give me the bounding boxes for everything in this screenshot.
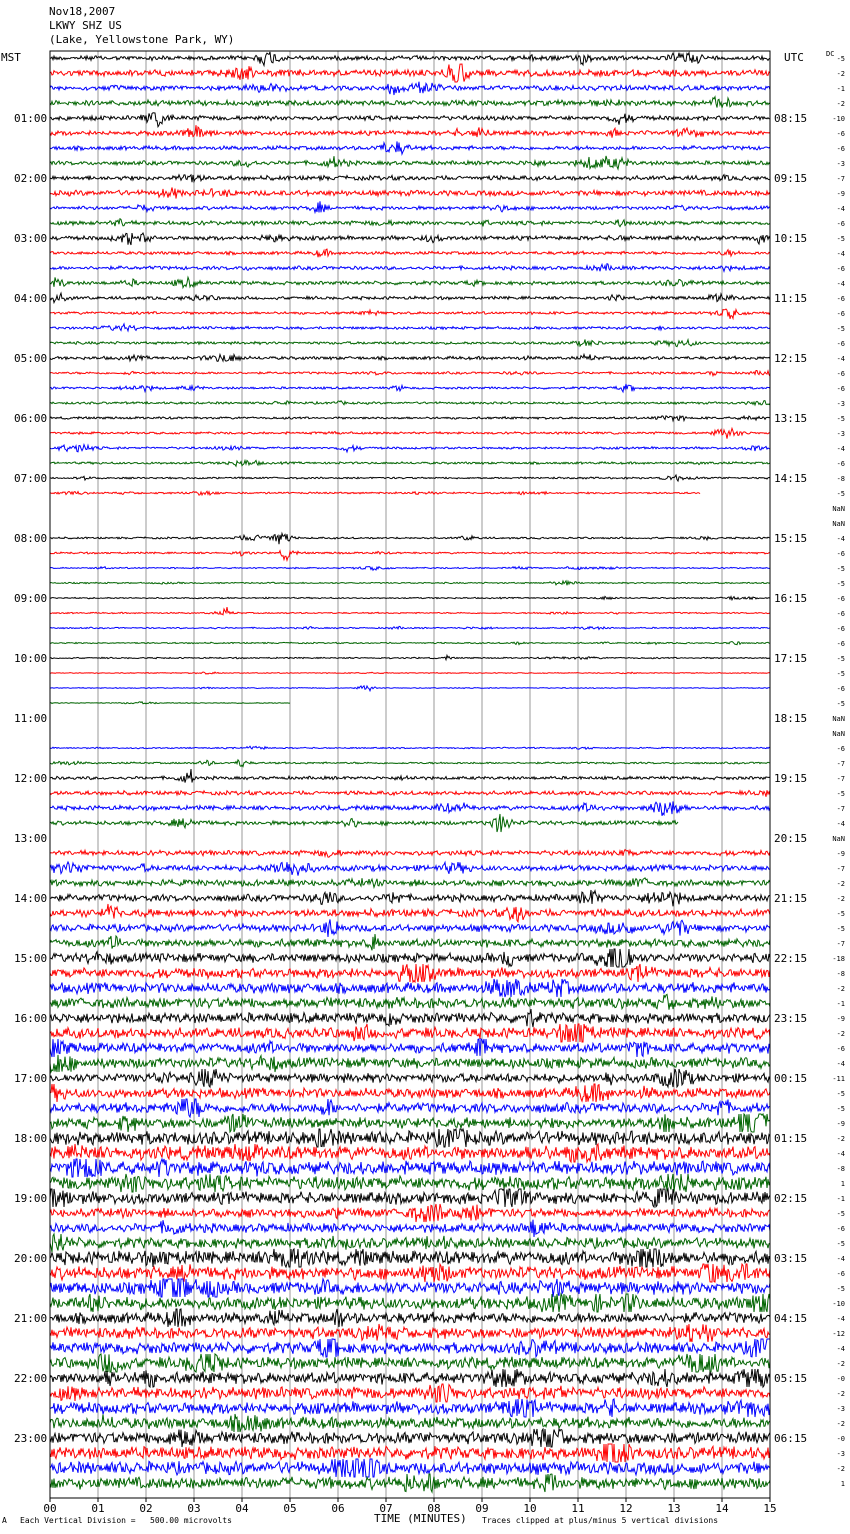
trace-row — [50, 702, 290, 704]
trace-row — [50, 293, 770, 302]
station-code: LKWY SHZ US — [49, 19, 122, 32]
row-offset: -2 — [836, 895, 845, 903]
row-offset: -6 — [836, 145, 845, 153]
clip-note: Traces clipped at plus/minus 5 vertical divisions — [482, 1516, 719, 1525]
hour-label-utc: 02:15 — [774, 1192, 808, 1205]
row-offset: -7 — [836, 775, 845, 783]
x-tick-label: 03 — [187, 1502, 201, 1515]
row-offset: -2 — [836, 1360, 845, 1368]
row-offset-labels — [832, 55, 845, 1488]
row-offset: -5 — [836, 670, 845, 678]
row-offset: -4 — [836, 1255, 845, 1263]
trace-row — [50, 1474, 770, 1492]
trace-row — [50, 1294, 770, 1312]
hour-label-mst: 13:00 — [14, 832, 48, 845]
hour-label-utc: 05:15 — [774, 1372, 808, 1385]
row-offset: -4 — [836, 205, 845, 213]
x-tick-label: 14 — [715, 1502, 729, 1515]
row-offset: -5 — [836, 1105, 845, 1113]
x-tick-label: 11 — [571, 1502, 585, 1515]
row-offset: -4 — [836, 1150, 845, 1158]
trace-row — [50, 642, 770, 645]
trace-row — [50, 581, 770, 585]
footer-mark: A — [2, 1516, 7, 1525]
trace-row — [50, 1099, 770, 1117]
row-offset: -6 — [836, 1045, 845, 1053]
x-tick-label: 00 — [43, 1502, 57, 1515]
trace-row — [50, 428, 770, 438]
trace-row — [50, 1444, 770, 1462]
row-offset: -10 — [832, 1300, 845, 1308]
row-offset: -6 — [836, 340, 845, 348]
row-offset: -5 — [836, 490, 845, 498]
hour-label-utc: 00:15 — [774, 1072, 808, 1085]
x-tick-label: 07 — [379, 1502, 393, 1515]
trace-row — [50, 188, 770, 199]
plot-date: Nov18,2007 — [49, 5, 116, 18]
hour-label-utc: 13:15 — [774, 412, 808, 425]
trace-row — [50, 1220, 770, 1237]
trace-row — [50, 1174, 770, 1192]
trace-row — [50, 1069, 770, 1087]
row-offset: NaN — [832, 715, 845, 723]
row-offset: -8 — [836, 475, 845, 483]
trace-row — [50, 1459, 770, 1477]
hour-label-utc: 08:15 — [774, 112, 808, 125]
row-offset: -5 — [836, 1240, 845, 1248]
row-offset: -2 — [836, 70, 845, 78]
hour-label-utc: 23:15 — [774, 1012, 808, 1025]
row-offset: -2 — [836, 880, 845, 888]
hour-label-utc: 20:15 — [774, 832, 808, 845]
row-offset: -6 — [836, 625, 845, 633]
x-tick-label: 12 — [619, 1502, 633, 1515]
hour-label-mst: 01:00 — [14, 112, 48, 125]
station-location: (Lake, Yellowstone Park, WY) — [49, 33, 235, 46]
row-offset: -7 — [836, 805, 845, 813]
row-offset: -4 — [836, 1060, 845, 1068]
hour-label-utc: 21:15 — [774, 892, 808, 905]
trace-row — [50, 1114, 770, 1132]
x-tick-label: 04 — [235, 1502, 249, 1515]
row-offset: -6 — [836, 685, 845, 693]
row-offset: -1 — [836, 85, 845, 93]
row-offset: -5 — [836, 1210, 845, 1218]
trace-row — [50, 355, 770, 362]
x-tick-label: 01 — [91, 1502, 105, 1515]
hour-label-mst: 18:00 — [14, 1132, 48, 1145]
row-offset: -9 — [836, 1015, 845, 1023]
row-offset: -2 — [836, 1030, 845, 1038]
left-timezone-label: MST — [1, 51, 21, 64]
trace-row — [50, 277, 770, 287]
vertical-scale-note: Each Vertical Division = 500.00 microvolts — [20, 1516, 232, 1525]
hour-label-utc: 04:15 — [774, 1312, 808, 1325]
row-offset: -8 — [836, 970, 845, 978]
trace-row — [50, 324, 770, 331]
row-offset: -6 — [836, 460, 845, 468]
hour-label-mst: 09:00 — [14, 592, 48, 605]
trace-row — [50, 416, 770, 421]
hour-label-utc: 22:15 — [774, 952, 808, 965]
row-offset: -5 — [836, 580, 845, 588]
row-offset: -6 — [836, 220, 845, 228]
row-offset: NaN — [832, 835, 845, 843]
trace-row — [50, 141, 770, 154]
trace-row — [50, 264, 770, 272]
trace-row — [50, 964, 770, 982]
hour-label-utc: 03:15 — [774, 1252, 808, 1265]
x-tick-label: 05 — [283, 1502, 297, 1515]
row-offset: -6 — [836, 745, 845, 753]
trace-row — [50, 1399, 770, 1417]
trace-row — [50, 401, 770, 405]
row-offset: -4 — [836, 445, 845, 453]
row-offset: -6 — [836, 130, 845, 138]
row-offset: -9 — [836, 1120, 845, 1128]
row-offset: -4 — [836, 1345, 845, 1353]
trace-row — [50, 672, 770, 674]
row-offset: -5 — [836, 1090, 845, 1098]
row-offset: -4 — [836, 250, 845, 258]
row-offset: -5 — [836, 565, 845, 573]
trace-row — [50, 746, 770, 749]
trace-row — [50, 371, 770, 377]
row-offset: -3 — [836, 400, 845, 408]
trace-row — [50, 219, 770, 227]
trace-row — [50, 491, 700, 495]
trace-row — [50, 460, 770, 466]
row-offset: NaN — [832, 520, 845, 528]
row-offset: -6 — [836, 265, 845, 273]
trace-row — [50, 113, 770, 127]
hour-label-mst: 12:00 — [14, 772, 48, 785]
trace-row — [50, 567, 770, 571]
trace-row — [50, 1234, 770, 1252]
trace-row — [50, 309, 770, 319]
trace-row — [50, 1189, 770, 1207]
hour-label-mst: 02:00 — [14, 172, 48, 185]
hour-label-mst: 16:00 — [14, 1012, 48, 1025]
hour-label-mst: 23:00 — [14, 1432, 48, 1445]
x-tick-label: 08 — [427, 1502, 441, 1515]
row-offset: -4 — [836, 820, 845, 828]
row-offset: -4 — [836, 355, 845, 363]
row-offset: -5 — [836, 925, 845, 933]
row-offset: -3 — [836, 1450, 845, 1458]
row-offset: -1 — [836, 1195, 845, 1203]
row-offset: -12 — [832, 1330, 845, 1338]
row-offset: -9 — [836, 190, 845, 198]
hour-label-utc: 12:15 — [774, 352, 808, 365]
row-offset: -2 — [836, 985, 845, 993]
trace-row — [50, 340, 770, 347]
row-offset: -3 — [836, 1405, 845, 1413]
trace-row — [50, 878, 770, 887]
row-offset: -5 — [836, 790, 845, 798]
row-offset: -5 — [836, 910, 845, 918]
trace-row — [50, 919, 770, 937]
x-tick-label: 10 — [523, 1502, 537, 1515]
row-offset: NaN — [832, 505, 845, 513]
trace-row — [50, 1264, 770, 1282]
row-offset: -6 — [836, 610, 845, 618]
trace-row — [50, 1429, 770, 1447]
trace-row — [50, 769, 770, 783]
row-offset: -11 — [832, 1075, 845, 1083]
hour-label-mst: 04:00 — [14, 292, 48, 305]
trace-row — [50, 686, 770, 691]
row-offset: -7 — [836, 175, 845, 183]
row-offset: -2 — [836, 1135, 845, 1143]
row-offset: -6 — [836, 550, 845, 558]
row-offset: -10 — [832, 115, 845, 123]
right-timezone-label: UTC — [784, 51, 804, 64]
hour-label-utc: 17:15 — [774, 652, 808, 665]
trace-row — [50, 1084, 770, 1102]
row-offset: -5 — [836, 55, 845, 63]
trace-row — [50, 1309, 770, 1327]
x-tick-label: 09 — [475, 1502, 489, 1515]
row-offset: -2 — [836, 1390, 845, 1398]
hour-label-utc: 16:15 — [774, 592, 808, 605]
right-hour-labels — [774, 112, 807, 1445]
x-tick-label: 06 — [331, 1502, 345, 1515]
x-tick-label: 13 — [667, 1502, 681, 1515]
trace-row — [50, 1055, 770, 1072]
hour-label-utc: 06:15 — [774, 1432, 808, 1445]
row-offset: -6 — [836, 310, 845, 318]
hour-label-mst: 21:00 — [14, 1312, 48, 1325]
trace-row — [50, 1354, 770, 1372]
trace-row — [50, 1324, 770, 1342]
trace-row — [50, 1009, 770, 1027]
row-offset: -7 — [836, 865, 845, 873]
row-offset: -2 — [836, 100, 845, 108]
row-offset: -5 — [836, 415, 845, 423]
trace-row — [50, 64, 770, 82]
row-offset: -6 — [836, 385, 845, 393]
trace-row — [50, 850, 770, 858]
trace-row — [50, 596, 770, 599]
hour-label-mst: 05:00 — [14, 352, 48, 365]
trace-row — [50, 201, 770, 212]
row-offset: -6 — [836, 640, 845, 648]
hour-label-mst: 14:00 — [14, 892, 48, 905]
row-offset: -5 — [836, 655, 845, 663]
trace-row — [50, 249, 770, 257]
hour-label-utc: 01:15 — [774, 1132, 808, 1145]
trace-row — [50, 760, 770, 767]
trace-row — [50, 1279, 770, 1297]
hour-label-mst: 10:00 — [14, 652, 48, 665]
row-offset: -4 — [836, 1315, 845, 1323]
row-offset: -7 — [836, 940, 845, 948]
hour-label-mst: 22:00 — [14, 1372, 48, 1385]
row-offset: -6 — [836, 1270, 845, 1278]
trace-row — [50, 1204, 770, 1222]
row-offset: -6 — [836, 370, 845, 378]
trace-row — [50, 626, 770, 629]
row-offset: -5 — [836, 235, 845, 243]
row-offset: -2 — [836, 1465, 845, 1473]
trace-row — [50, 82, 770, 95]
row-offset: -8 — [836, 1165, 845, 1173]
trace-row — [50, 97, 770, 108]
hour-label-utc: 11:15 — [774, 292, 808, 305]
trace-row — [50, 52, 770, 66]
trace-row — [50, 1024, 770, 1042]
row-offset: -7 — [836, 760, 845, 768]
x-tick-label: 15 — [763, 1502, 777, 1515]
trace-row — [50, 994, 770, 1009]
hour-label-mst: 15:00 — [14, 952, 48, 965]
hour-label-mst: 08:00 — [14, 532, 48, 545]
row-offset: -4 — [836, 280, 845, 288]
row-offset: -5 — [836, 1285, 845, 1293]
row-offset: -9 — [836, 850, 845, 858]
trace-row — [50, 475, 770, 481]
trace-row — [50, 904, 770, 922]
row-offset: 1 — [840, 1480, 845, 1488]
trace-row — [50, 1369, 770, 1387]
trace-row — [50, 551, 770, 561]
row-offset: -6 — [836, 595, 845, 603]
row-offset: -6 — [836, 295, 845, 303]
trace-row — [50, 862, 770, 876]
trace-row — [50, 655, 770, 659]
hour-label-utc: 14:15 — [774, 472, 808, 485]
trace-row — [50, 1039, 770, 1057]
trace-row — [50, 1339, 770, 1357]
row-offset: -0 — [836, 1435, 845, 1443]
hour-label-mst: 06:00 — [14, 412, 48, 425]
row-offset: NaN — [832, 730, 845, 738]
trace-row — [50, 1129, 770, 1147]
hour-label-utc: 10:15 — [774, 232, 808, 245]
hour-label-mst: 11:00 — [14, 712, 48, 725]
dc-label: DC — [826, 50, 835, 58]
trace-row — [50, 233, 770, 245]
trace-row — [50, 890, 770, 906]
trace-row — [50, 801, 770, 815]
hour-label-mst: 03:00 — [14, 232, 48, 245]
row-offset: -5 — [836, 700, 845, 708]
trace-row — [50, 1159, 770, 1177]
hour-label-mst: 17:00 — [14, 1072, 48, 1085]
x-tick-label: 02 — [139, 1502, 153, 1515]
row-offset: -3 — [836, 430, 845, 438]
trace-row — [50, 790, 770, 797]
row-offset: -2 — [836, 1420, 845, 1428]
trace-row — [50, 445, 770, 452]
row-offset: -5 — [836, 325, 845, 333]
trace-row — [50, 1249, 770, 1267]
trace-row — [50, 156, 770, 169]
seismic-traces — [50, 52, 770, 1492]
hour-label-utc: 15:15 — [774, 532, 808, 545]
row-offset: -0 — [836, 1375, 845, 1383]
trace-row — [50, 384, 770, 392]
row-offset: -3 — [836, 160, 845, 168]
hour-label-mst: 19:00 — [14, 1192, 48, 1205]
row-offset: 1 — [840, 1180, 845, 1188]
hour-label-utc: 18:15 — [774, 712, 808, 725]
hour-label-utc: 19:15 — [774, 772, 808, 785]
trace-row — [50, 1144, 770, 1162]
row-offset: -4 — [836, 535, 845, 543]
trace-row — [50, 1384, 770, 1402]
trace-row — [50, 814, 678, 832]
row-offset: -6 — [836, 1225, 845, 1233]
trace-row — [50, 1414, 770, 1432]
trace-row — [50, 607, 770, 615]
hour-label-mst: 20:00 — [14, 1252, 48, 1265]
row-offset: -18 — [832, 955, 845, 963]
left-hour-labels — [14, 112, 47, 1445]
row-offset: -1 — [836, 1000, 845, 1008]
hour-label-utc: 09:15 — [774, 172, 808, 185]
trace-row — [50, 534, 770, 545]
trace-row — [50, 949, 770, 967]
x-axis-title: TIME (MINUTES) — [374, 1512, 467, 1525]
hour-label-mst: 07:00 — [14, 472, 48, 485]
trace-row — [50, 175, 770, 183]
trace-row — [50, 934, 770, 950]
